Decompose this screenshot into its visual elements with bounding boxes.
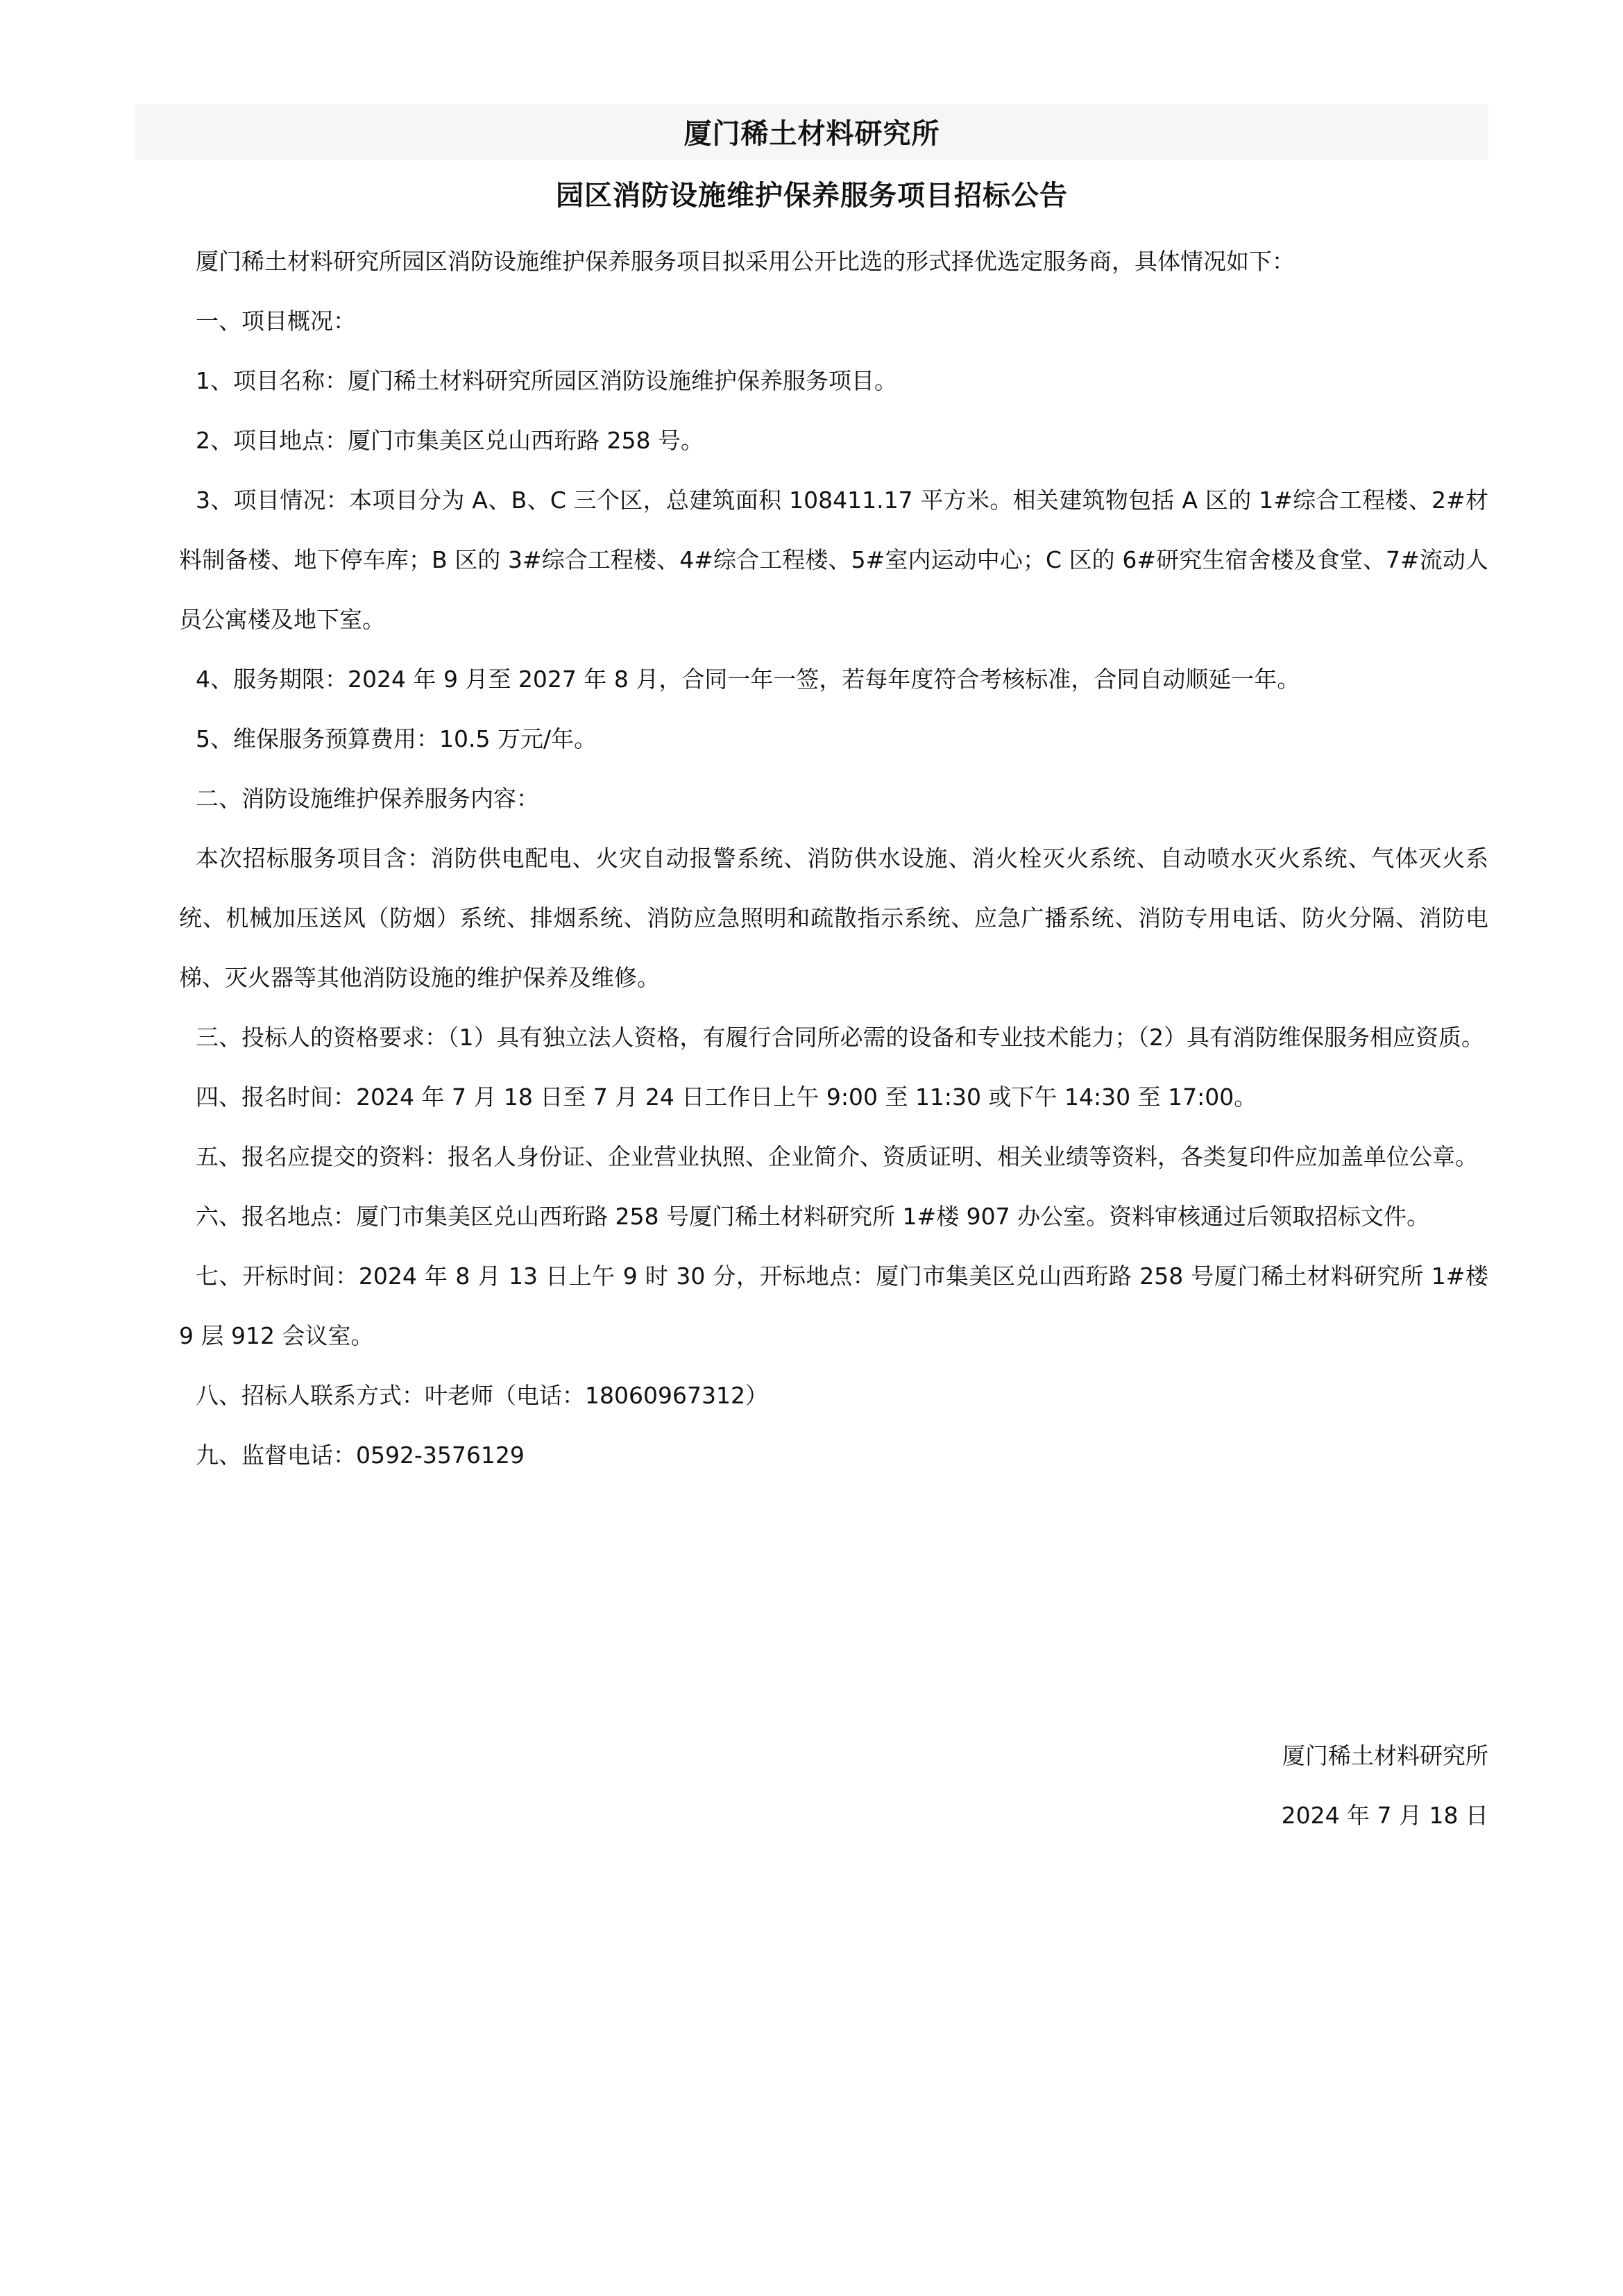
- contact-paragraph: 八、招标人联系方式：叶老师（电话：18060967312）: [196, 1382, 768, 1409]
- project-location-item: 2、项目地点：厦门市集美区兑山西珩路 258 号。: [196, 427, 704, 454]
- signature-date: 2024 年 7 月 18 日: [1281, 1802, 1488, 1829]
- intro-paragraph: 厦门稀土材料研究所园区消防设施维护保养服务项目拟采用公开比选的形式择优选定服务商，具体情况如下：: [196, 248, 1295, 275]
- organization-title: 厦门稀土材料研究所: [683, 118, 940, 150]
- registration-time-paragraph: 四、报名时间：2024 年 7 月 18 日至 7 月 24 日工作日上午 9:00 至 11:30 或下午 14:30 至 17:00。: [196, 1083, 1257, 1111]
- service-content-paragraph: 本次招标服务项目含：消防供电配电、火灾自动报警系统、消防供水设施、消火栓灭火系统、自动喷水灭火系统、气体灭火系统、机械加压送风（防烟）系统、排烟系统、消防应急照明和疏散指示系统、应急广播系统、消防专用电话、防火分隔、消防电梯、灭火器等其他消防设施的维护保养及维修。: [179, 845, 1488, 991]
- project-name-item: 1、项目名称：厦门稀土材料研究所园区消防设施维护保养服务项目。: [196, 367, 897, 394]
- section-heading-service-content: 二、消防设施维护保养服务内容：: [196, 785, 539, 812]
- notice-title: 园区消防设施维护保养服务项目招标公告: [556, 180, 1068, 212]
- project-details-item: 3、项目情况：本项目分为 A、B、C 三个区，总建筑面积 108411.17 平方米。相关建筑物包括 A 区的 1#综合工程楼、2#材料制备楼、地下停车库；B 区的 3#综合工程楼、4#综合工程楼、5#室内运动中心；C 区的 6#研究生宿舍楼及食堂、7#流动人员公寓楼及地下室。: [179, 487, 1488, 633]
- qualification-paragraph: 三、投标人的资格要求：（1）具有独立法人资格，有履行合同所必需的设备和专业技术能力；（2）具有消防维保服务相应资质。: [196, 1024, 1484, 1051]
- bid-opening-paragraph: 七、开标时间：2024 年 8 月 13 日上午 9 时 30 分，开标地点：厦门市集美区兑山西珩路 258 号厦门稀土材料研究所 1#楼 9 层 912 会议室。: [179, 1263, 1488, 1349]
- budget-item: 5、维保服务预算费用：10.5 万元/年。: [196, 725, 597, 752]
- registration-location-paragraph: 六、报名地点：厦门市集美区兑山西珩路 258 号厦门稀土材料研究所 1#楼 907 办公室。资料审核通过后领取招标文件。: [196, 1203, 1430, 1230]
- supervision-phone-paragraph: 九、监督电话：0592-3576129: [196, 1442, 525, 1469]
- notice-body: [179, 232, 1488, 1485]
- section-heading-overview: 一、项目概况：: [196, 307, 356, 335]
- service-period-item: 4、服务期限：2024 年 9 月至 2027 年 8 月，合同一年一签，若每年度符合考核标准，合同自动顺延一年。: [196, 666, 1300, 693]
- signature-organization: 厦门稀土材料研究所: [1282, 1742, 1488, 1769]
- required-documents-paragraph: 五、报名应提交的资料：报名人身份证、企业营业执照、企业简介、资质证明、相关业绩等资料，各类复印件应加盖单位公章。: [196, 1143, 1478, 1170]
